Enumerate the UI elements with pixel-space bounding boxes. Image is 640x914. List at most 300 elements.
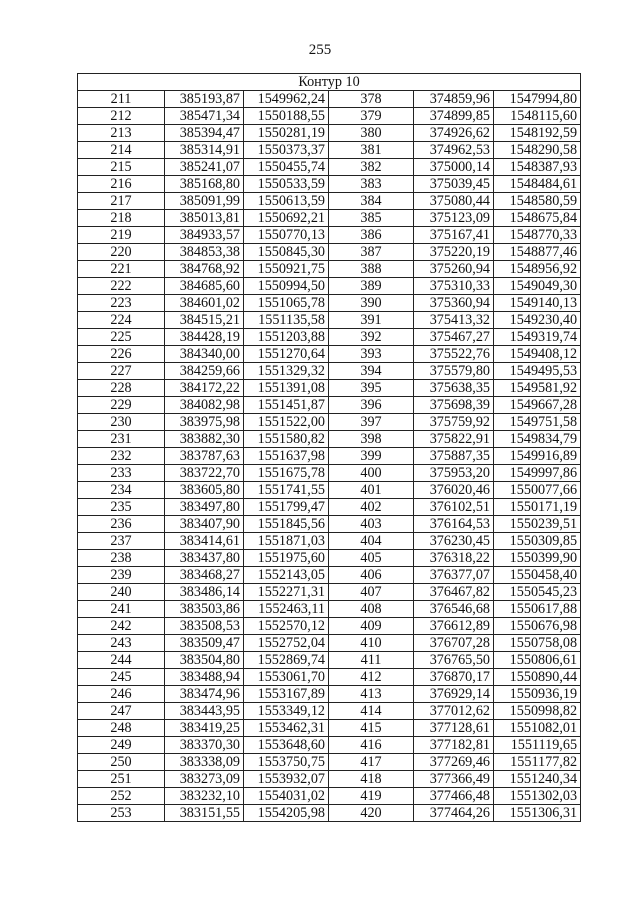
point-number-cell: 222 xyxy=(78,278,165,295)
x-coordinate-cell: 383787,63 xyxy=(165,448,244,465)
point-number-cell: 250 xyxy=(78,754,165,771)
point-number-cell: 390 xyxy=(329,295,414,312)
x-coordinate-cell: 385091,99 xyxy=(165,193,244,210)
point-number-cell: 212 xyxy=(78,108,165,125)
x-coordinate-cell: 375310,33 xyxy=(414,278,494,295)
point-number-cell: 406 xyxy=(329,567,414,584)
coordinates-table xyxy=(77,73,581,822)
point-number-cell: 383 xyxy=(329,176,414,193)
point-number-cell: 415 xyxy=(329,720,414,737)
contour-title: Контур 10 xyxy=(78,74,581,91)
point-number-cell: 237 xyxy=(78,533,165,550)
point-number-cell: 397 xyxy=(329,414,414,431)
y-coordinate-cell: 1553167,89 xyxy=(244,686,329,703)
x-coordinate-cell: 383232,10 xyxy=(165,788,244,805)
y-coordinate-cell: 1550545,23 xyxy=(494,584,581,601)
y-coordinate-cell: 1548192,59 xyxy=(494,125,581,142)
table-row xyxy=(78,465,581,482)
y-coordinate-cell: 1550373,37 xyxy=(244,142,329,159)
point-number-cell: 409 xyxy=(329,618,414,635)
point-number-cell: 380 xyxy=(329,125,414,142)
point-number-cell: 224 xyxy=(78,312,165,329)
point-number-cell: 228 xyxy=(78,380,165,397)
table-row xyxy=(78,448,581,465)
x-coordinate-cell: 375260,94 xyxy=(414,261,494,278)
x-coordinate-cell: 383414,61 xyxy=(165,533,244,550)
point-number-cell: 389 xyxy=(329,278,414,295)
x-coordinate-cell: 384768,92 xyxy=(165,261,244,278)
table-row xyxy=(78,669,581,686)
y-coordinate-cell: 1551675,78 xyxy=(244,465,329,482)
x-coordinate-cell: 383338,09 xyxy=(165,754,244,771)
y-coordinate-cell: 1551119,65 xyxy=(494,737,581,754)
y-coordinate-cell: 1548877,46 xyxy=(494,244,581,261)
x-coordinate-cell: 375887,35 xyxy=(414,448,494,465)
table-row xyxy=(78,227,581,244)
table-row xyxy=(78,771,581,788)
x-coordinate-cell: 376929,14 xyxy=(414,686,494,703)
x-coordinate-cell: 376765,50 xyxy=(414,652,494,669)
y-coordinate-cell: 1548580,59 xyxy=(494,193,581,210)
y-coordinate-cell: 1550936,19 xyxy=(494,686,581,703)
x-coordinate-cell: 375080,44 xyxy=(414,193,494,210)
point-number-cell: 386 xyxy=(329,227,414,244)
point-number-cell: 417 xyxy=(329,754,414,771)
y-coordinate-cell: 1551845,56 xyxy=(244,516,329,533)
point-number-cell: 413 xyxy=(329,686,414,703)
table-row xyxy=(78,499,581,516)
point-number-cell: 410 xyxy=(329,635,414,652)
y-coordinate-cell: 1551522,00 xyxy=(244,414,329,431)
y-coordinate-cell: 1549667,28 xyxy=(494,397,581,414)
y-coordinate-cell: 1553648,60 xyxy=(244,737,329,754)
point-number-cell: 244 xyxy=(78,652,165,669)
y-coordinate-cell: 1549751,58 xyxy=(494,414,581,431)
y-coordinate-cell: 1552271,31 xyxy=(244,584,329,601)
y-coordinate-cell: 1551240,34 xyxy=(494,771,581,788)
x-coordinate-cell: 383503,86 xyxy=(165,601,244,618)
point-number-cell: 381 xyxy=(329,142,414,159)
y-coordinate-cell: 1551975,60 xyxy=(244,550,329,567)
y-coordinate-cell: 1551135,58 xyxy=(244,312,329,329)
table-row xyxy=(78,380,581,397)
x-coordinate-cell: 383975,98 xyxy=(165,414,244,431)
point-number-cell: 211 xyxy=(78,91,165,108)
y-coordinate-cell: 1551065,78 xyxy=(244,295,329,312)
table-row xyxy=(78,703,581,720)
x-coordinate-cell: 385193,87 xyxy=(165,91,244,108)
x-coordinate-cell: 383497,80 xyxy=(165,499,244,516)
point-number-cell: 393 xyxy=(329,346,414,363)
y-coordinate-cell: 1550806,61 xyxy=(494,652,581,669)
y-coordinate-cell: 1550458,40 xyxy=(494,567,581,584)
y-coordinate-cell: 1551580,82 xyxy=(244,431,329,448)
x-coordinate-cell: 383488,94 xyxy=(165,669,244,686)
table-row xyxy=(78,567,581,584)
table-row xyxy=(78,295,581,312)
table-row xyxy=(78,329,581,346)
table-row xyxy=(78,414,581,431)
y-coordinate-cell: 1550617,88 xyxy=(494,601,581,618)
point-number-cell: 242 xyxy=(78,618,165,635)
x-coordinate-cell: 385241,07 xyxy=(165,159,244,176)
point-number-cell: 252 xyxy=(78,788,165,805)
y-coordinate-cell: 1549049,30 xyxy=(494,278,581,295)
x-coordinate-cell: 377012,62 xyxy=(414,703,494,720)
x-coordinate-cell: 375220,19 xyxy=(414,244,494,261)
y-coordinate-cell: 1550239,51 xyxy=(494,516,581,533)
x-coordinate-cell: 383151,55 xyxy=(165,805,244,822)
y-coordinate-cell: 1548115,60 xyxy=(494,108,581,125)
point-number-cell: 234 xyxy=(78,482,165,499)
y-coordinate-cell: 1547994,80 xyxy=(494,91,581,108)
table-row xyxy=(78,210,581,227)
point-number-cell: 213 xyxy=(78,125,165,142)
point-number-cell: 408 xyxy=(329,601,414,618)
point-number-cell: 414 xyxy=(329,703,414,720)
y-coordinate-cell: 1550455,74 xyxy=(244,159,329,176)
x-coordinate-cell: 383508,53 xyxy=(165,618,244,635)
x-coordinate-cell: 374962,53 xyxy=(414,142,494,159)
point-number-cell: 232 xyxy=(78,448,165,465)
point-number-cell: 219 xyxy=(78,227,165,244)
x-coordinate-cell: 376102,51 xyxy=(414,499,494,516)
x-coordinate-cell: 385394,47 xyxy=(165,125,244,142)
x-coordinate-cell: 383407,90 xyxy=(165,516,244,533)
point-number-cell: 218 xyxy=(78,210,165,227)
point-number-cell: 217 xyxy=(78,193,165,210)
x-coordinate-cell: 376020,46 xyxy=(414,482,494,499)
y-coordinate-cell: 1552463,11 xyxy=(244,601,329,618)
y-coordinate-cell: 1551203,88 xyxy=(244,329,329,346)
point-number-cell: 231 xyxy=(78,431,165,448)
point-number-cell: 407 xyxy=(329,584,414,601)
table-row xyxy=(78,754,581,771)
point-number-cell: 249 xyxy=(78,737,165,754)
y-coordinate-cell: 1550676,98 xyxy=(494,618,581,635)
x-coordinate-cell: 383486,14 xyxy=(165,584,244,601)
table-row xyxy=(78,516,581,533)
y-coordinate-cell: 1549916,89 xyxy=(494,448,581,465)
point-number-cell: 395 xyxy=(329,380,414,397)
point-number-cell: 247 xyxy=(78,703,165,720)
point-number-cell: 385 xyxy=(329,210,414,227)
y-coordinate-cell: 1550845,30 xyxy=(244,244,329,261)
y-coordinate-cell: 1552570,12 xyxy=(244,618,329,635)
y-coordinate-cell: 1549408,12 xyxy=(494,346,581,363)
table-row xyxy=(78,312,581,329)
y-coordinate-cell: 1550309,85 xyxy=(494,533,581,550)
y-coordinate-cell: 1551302,03 xyxy=(494,788,581,805)
point-number-cell: 229 xyxy=(78,397,165,414)
point-number-cell: 405 xyxy=(329,550,414,567)
y-coordinate-cell: 1549997,86 xyxy=(494,465,581,482)
table-row xyxy=(78,618,581,635)
x-coordinate-cell: 384082,98 xyxy=(165,397,244,414)
table-row xyxy=(78,346,581,363)
table-row xyxy=(78,244,581,261)
y-coordinate-cell: 1553750,75 xyxy=(244,754,329,771)
point-number-cell: 233 xyxy=(78,465,165,482)
point-number-cell: 214 xyxy=(78,142,165,159)
y-coordinate-cell: 1550770,13 xyxy=(244,227,329,244)
point-number-cell: 391 xyxy=(329,312,414,329)
table-row xyxy=(78,805,581,822)
table-row xyxy=(78,108,581,125)
point-number-cell: 402 xyxy=(329,499,414,516)
y-coordinate-cell: 1553932,07 xyxy=(244,771,329,788)
point-number-cell: 379 xyxy=(329,108,414,125)
y-coordinate-cell: 1550533,59 xyxy=(244,176,329,193)
point-number-cell: 245 xyxy=(78,669,165,686)
x-coordinate-cell: 375123,09 xyxy=(414,210,494,227)
x-coordinate-cell: 374859,96 xyxy=(414,91,494,108)
x-coordinate-cell: 383419,25 xyxy=(165,720,244,737)
y-coordinate-cell: 1549140,13 xyxy=(494,295,581,312)
point-number-cell: 396 xyxy=(329,397,414,414)
x-coordinate-cell: 385013,81 xyxy=(165,210,244,227)
table-row xyxy=(78,482,581,499)
table-row xyxy=(78,159,581,176)
x-coordinate-cell: 384933,57 xyxy=(165,227,244,244)
x-coordinate-cell: 384601,02 xyxy=(165,295,244,312)
x-coordinate-cell: 383468,27 xyxy=(165,567,244,584)
x-coordinate-cell: 384853,38 xyxy=(165,244,244,261)
x-coordinate-cell: 375759,92 xyxy=(414,414,494,431)
y-coordinate-cell: 1548484,61 xyxy=(494,176,581,193)
x-coordinate-cell: 376230,45 xyxy=(414,533,494,550)
point-number-cell: 246 xyxy=(78,686,165,703)
x-coordinate-cell: 375000,14 xyxy=(414,159,494,176)
point-number-cell: 411 xyxy=(329,652,414,669)
x-coordinate-cell: 377182,81 xyxy=(414,737,494,754)
x-coordinate-cell: 375698,39 xyxy=(414,397,494,414)
y-coordinate-cell: 1550921,75 xyxy=(244,261,329,278)
point-number-cell: 418 xyxy=(329,771,414,788)
point-number-cell: 236 xyxy=(78,516,165,533)
x-coordinate-cell: 374899,85 xyxy=(414,108,494,125)
y-coordinate-cell: 1551306,31 xyxy=(494,805,581,822)
y-coordinate-cell: 1552752,04 xyxy=(244,635,329,652)
table-row xyxy=(78,363,581,380)
table-row xyxy=(78,720,581,737)
point-number-cell: 378 xyxy=(329,91,414,108)
x-coordinate-cell: 383443,95 xyxy=(165,703,244,720)
x-coordinate-cell: 375638,35 xyxy=(414,380,494,397)
x-coordinate-cell: 384428,19 xyxy=(165,329,244,346)
x-coordinate-cell: 376318,22 xyxy=(414,550,494,567)
table-row xyxy=(78,142,581,159)
point-number-cell: 241 xyxy=(78,601,165,618)
y-coordinate-cell: 1548770,33 xyxy=(494,227,581,244)
x-coordinate-cell: 385314,91 xyxy=(165,142,244,159)
point-number-cell: 412 xyxy=(329,669,414,686)
x-coordinate-cell: 375413,32 xyxy=(414,312,494,329)
y-coordinate-cell: 1549834,79 xyxy=(494,431,581,448)
point-number-cell: 388 xyxy=(329,261,414,278)
x-coordinate-cell: 375039,45 xyxy=(414,176,494,193)
y-coordinate-cell: 1554205,98 xyxy=(244,805,329,822)
x-coordinate-cell: 383605,80 xyxy=(165,482,244,499)
x-coordinate-cell: 383273,09 xyxy=(165,771,244,788)
x-coordinate-cell: 383722,70 xyxy=(165,465,244,482)
point-number-cell: 226 xyxy=(78,346,165,363)
x-coordinate-cell: 375522,76 xyxy=(414,346,494,363)
table-row xyxy=(78,176,581,193)
point-number-cell: 223 xyxy=(78,295,165,312)
y-coordinate-cell: 1552869,74 xyxy=(244,652,329,669)
x-coordinate-cell: 376546,68 xyxy=(414,601,494,618)
point-number-cell: 215 xyxy=(78,159,165,176)
table-row xyxy=(78,686,581,703)
point-number-cell: 398 xyxy=(329,431,414,448)
x-coordinate-cell: 384259,66 xyxy=(165,363,244,380)
table-row xyxy=(78,635,581,652)
y-coordinate-cell: 1549319,74 xyxy=(494,329,581,346)
y-coordinate-cell: 1548290,58 xyxy=(494,142,581,159)
y-coordinate-cell: 1549962,24 xyxy=(244,91,329,108)
x-coordinate-cell: 376377,07 xyxy=(414,567,494,584)
y-coordinate-cell: 1549581,92 xyxy=(494,380,581,397)
table-row xyxy=(78,431,581,448)
y-coordinate-cell: 1550399,90 xyxy=(494,550,581,567)
point-number-cell: 216 xyxy=(78,176,165,193)
table-row xyxy=(78,533,581,550)
y-coordinate-cell: 1553061,70 xyxy=(244,669,329,686)
x-coordinate-cell: 377269,46 xyxy=(414,754,494,771)
point-number-cell: 392 xyxy=(329,329,414,346)
x-coordinate-cell: 385168,80 xyxy=(165,176,244,193)
x-coordinate-cell: 377366,49 xyxy=(414,771,494,788)
y-coordinate-cell: 1551391,08 xyxy=(244,380,329,397)
y-coordinate-cell: 1551871,03 xyxy=(244,533,329,550)
point-number-cell: 239 xyxy=(78,567,165,584)
y-coordinate-cell: 1550613,59 xyxy=(244,193,329,210)
y-coordinate-cell: 1550994,50 xyxy=(244,278,329,295)
x-coordinate-cell: 375953,20 xyxy=(414,465,494,482)
table-row xyxy=(78,584,581,601)
point-number-cell: 403 xyxy=(329,516,414,533)
y-coordinate-cell: 1553349,12 xyxy=(244,703,329,720)
y-coordinate-cell: 1551637,98 xyxy=(244,448,329,465)
y-coordinate-cell: 1549495,53 xyxy=(494,363,581,380)
point-number-cell: 238 xyxy=(78,550,165,567)
y-coordinate-cell: 1548675,84 xyxy=(494,210,581,227)
x-coordinate-cell: 383509,47 xyxy=(165,635,244,652)
table-row xyxy=(78,652,581,669)
y-coordinate-cell: 1550077,66 xyxy=(494,482,581,499)
table-row xyxy=(78,601,581,618)
point-number-cell: 248 xyxy=(78,720,165,737)
y-coordinate-cell: 1552143,05 xyxy=(244,567,329,584)
point-number-cell: 227 xyxy=(78,363,165,380)
y-coordinate-cell: 1549230,40 xyxy=(494,312,581,329)
y-coordinate-cell: 1550998,82 xyxy=(494,703,581,720)
y-coordinate-cell: 1551741,55 xyxy=(244,482,329,499)
x-coordinate-cell: 384172,22 xyxy=(165,380,244,397)
table-row xyxy=(78,397,581,414)
point-number-cell: 220 xyxy=(78,244,165,261)
y-coordinate-cell: 1548956,92 xyxy=(494,261,581,278)
point-number-cell: 384 xyxy=(329,193,414,210)
x-coordinate-cell: 374926,62 xyxy=(414,125,494,142)
x-coordinate-cell: 383370,30 xyxy=(165,737,244,754)
point-number-cell: 404 xyxy=(329,533,414,550)
x-coordinate-cell: 383474,96 xyxy=(165,686,244,703)
x-coordinate-cell: 377128,61 xyxy=(414,720,494,737)
y-coordinate-cell: 1551451,87 xyxy=(244,397,329,414)
x-coordinate-cell: 376164,53 xyxy=(414,516,494,533)
x-coordinate-cell: 383882,30 xyxy=(165,431,244,448)
page-number: 255 xyxy=(308,42,332,58)
table-row xyxy=(78,261,581,278)
table-row xyxy=(78,193,581,210)
point-number-cell: 400 xyxy=(329,465,414,482)
point-number-cell: 235 xyxy=(78,499,165,516)
x-coordinate-cell: 376707,28 xyxy=(414,635,494,652)
y-coordinate-cell: 1551329,32 xyxy=(244,363,329,380)
x-coordinate-cell: 384340,00 xyxy=(165,346,244,363)
table-row xyxy=(78,788,581,805)
x-coordinate-cell: 375167,41 xyxy=(414,227,494,244)
x-coordinate-cell: 384685,60 xyxy=(165,278,244,295)
x-coordinate-cell: 377464,26 xyxy=(414,805,494,822)
table-title-row xyxy=(78,74,581,91)
y-coordinate-cell: 1551177,82 xyxy=(494,754,581,771)
y-coordinate-cell: 1554031,02 xyxy=(244,788,329,805)
point-number-cell: 243 xyxy=(78,635,165,652)
table-row xyxy=(78,550,581,567)
y-coordinate-cell: 1550890,44 xyxy=(494,669,581,686)
y-coordinate-cell: 1548387,93 xyxy=(494,159,581,176)
x-coordinate-cell: 375360,94 xyxy=(414,295,494,312)
y-coordinate-cell: 1550188,55 xyxy=(244,108,329,125)
point-number-cell: 230 xyxy=(78,414,165,431)
point-number-cell: 240 xyxy=(78,584,165,601)
point-number-cell: 399 xyxy=(329,448,414,465)
point-number-cell: 420 xyxy=(329,805,414,822)
point-number-cell: 394 xyxy=(329,363,414,380)
x-coordinate-cell: 383504,80 xyxy=(165,652,244,669)
x-coordinate-cell: 375579,80 xyxy=(414,363,494,380)
y-coordinate-cell: 1550281,19 xyxy=(244,125,329,142)
x-coordinate-cell: 377466,48 xyxy=(414,788,494,805)
x-coordinate-cell: 376870,17 xyxy=(414,669,494,686)
y-coordinate-cell: 1553462,31 xyxy=(244,720,329,737)
x-coordinate-cell: 375822,91 xyxy=(414,431,494,448)
y-coordinate-cell: 1551799,47 xyxy=(244,499,329,516)
point-number-cell: 225 xyxy=(78,329,165,346)
y-coordinate-cell: 1550171,19 xyxy=(494,499,581,516)
y-coordinate-cell: 1551270,64 xyxy=(244,346,329,363)
y-coordinate-cell: 1550758,08 xyxy=(494,635,581,652)
x-coordinate-cell: 376467,82 xyxy=(414,584,494,601)
x-coordinate-cell: 385471,34 xyxy=(165,108,244,125)
table-row xyxy=(78,91,581,108)
point-number-cell: 387 xyxy=(329,244,414,261)
y-coordinate-cell: 1551082,01 xyxy=(494,720,581,737)
point-number-cell: 416 xyxy=(329,737,414,754)
point-number-cell: 221 xyxy=(78,261,165,278)
x-coordinate-cell: 383437,80 xyxy=(165,550,244,567)
point-number-cell: 382 xyxy=(329,159,414,176)
y-coordinate-cell: 1550692,21 xyxy=(244,210,329,227)
x-coordinate-cell: 376612,89 xyxy=(414,618,494,635)
table-row xyxy=(78,278,581,295)
x-coordinate-cell: 384515,21 xyxy=(165,312,244,329)
point-number-cell: 251 xyxy=(78,771,165,788)
table-row xyxy=(78,125,581,142)
